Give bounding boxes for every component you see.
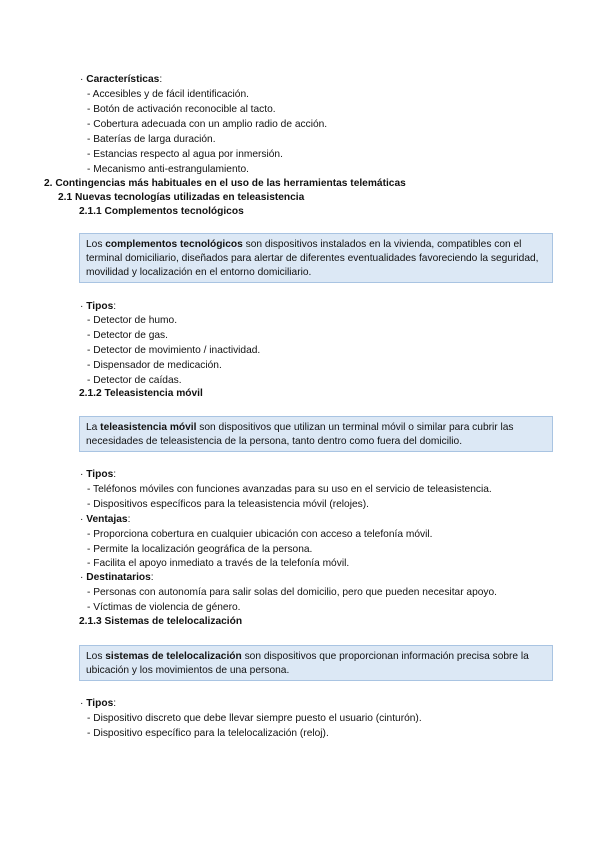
list-item: - Dispositivo discreto que debe llevar siempre puesto el usuario (cinturón). (87, 713, 422, 724)
list-item: - Cobertura adecuada con un amplio radio de acción. (87, 119, 328, 130)
list-item: - Dispositivo específico para la telelocalización (reloj). (87, 728, 329, 739)
tipos-heading: · Tipos: (80, 469, 117, 480)
list-item: - Detector de gas. (87, 330, 168, 341)
section-heading-2-1-3: 2.1.3 Sistemas de telelocalización (79, 616, 243, 627)
list-item: - Detector de humo. (87, 315, 178, 326)
list-item: - Dispositivos específicos para la teleasistencia móvil (relojes). (87, 499, 369, 510)
list-item: - Detector de movimiento / inactividad. (87, 345, 261, 356)
list-item: - Proporciona cobertura en cualquier ubicación con acceso a telefonía móvil. (87, 529, 433, 540)
definition-box-telelocalizacion: Los sistemas de telelocalización son dispositivos que proporcionan información precisa sobre la ubicación y los movimientos de una persona. (79, 645, 553, 681)
definition-term: sistemas de telelocalización (105, 651, 242, 662)
definition-term: complementos tecnológicos (105, 239, 243, 250)
tipos-label: Tipos (86, 301, 114, 312)
list-item: - Víctimas de violencia de género. (87, 602, 241, 613)
definition-box-teleasistencia-movil: La teleasistencia móvil son dispositivos que utilizan un terminal móvil o similar para cubrir las necesidades de teleasistencia de la persona, tanto dentro como fuera del domicilio. (79, 416, 553, 452)
list-item: - Personas con autonomía para salir solas del domicilio, pero que pueden necesitar apoyo. (87, 587, 498, 598)
list-item: - Botón de activación reconocible al tacto. (87, 104, 276, 115)
list-item: - Estancias respecto al agua por inmersión. (87, 149, 283, 160)
list-item: - Teléfonos móviles con funciones avanzadas para su uso en el servicio de teleasistencia. (87, 484, 492, 495)
destinatarios-heading: · Destinatarios: (80, 572, 154, 583)
section-heading-2-1-2: 2.1.2 Teleasistencia móvil (79, 388, 203, 399)
tipos-label: Tipos (86, 698, 114, 709)
list-item: - Detector de caídas. (87, 375, 182, 386)
list-item: - Mecanismo anti-estrangulamiento. (87, 164, 249, 175)
section-heading-2-1-1: 2.1.1 Complementos tecnológicos (79, 206, 244, 217)
caracteristicas-heading: · Características: (80, 74, 163, 85)
ventajas-heading: · Ventajas: (80, 514, 131, 525)
tipos-label: Tipos (86, 469, 114, 480)
definition-box-complementos: Los complementos tecnológicos son dispositivos instalados en la vivienda, compatibles con el terminal domiciliario, diseñados para alertar de diferentes eventualidades favoreciendo la seguridad, movilidad y localización en el entorno domiciliario. (79, 233, 553, 283)
list-item: - Facilita el apoyo inmediato a través de la telefonía móvil. (87, 558, 350, 569)
list-item: - Baterías de larga duración. (87, 134, 216, 145)
section-heading-2-1: 2.1 Nuevas tecnologías utilizadas en teleasistencia (58, 192, 305, 203)
list-item: - Dispensador de medicación. (87, 360, 222, 371)
list-item: - Accesibles y de fácil identificación. (87, 89, 249, 100)
definition-term: teleasistencia móvil (100, 422, 197, 433)
destinatarios-label: Destinatarios (86, 572, 151, 583)
ventajas-label: Ventajas (86, 514, 128, 525)
section-heading-2: 2. Contingencias más habituales en el uso de las herramientas telemáticas (44, 178, 406, 189)
list-item: - Permite la localización geográfica de la persona. (87, 544, 313, 555)
tipos-heading: · Tipos: (80, 301, 117, 312)
tipos-heading: · Tipos: (80, 698, 117, 709)
caracteristicas-label: Características (86, 74, 160, 85)
